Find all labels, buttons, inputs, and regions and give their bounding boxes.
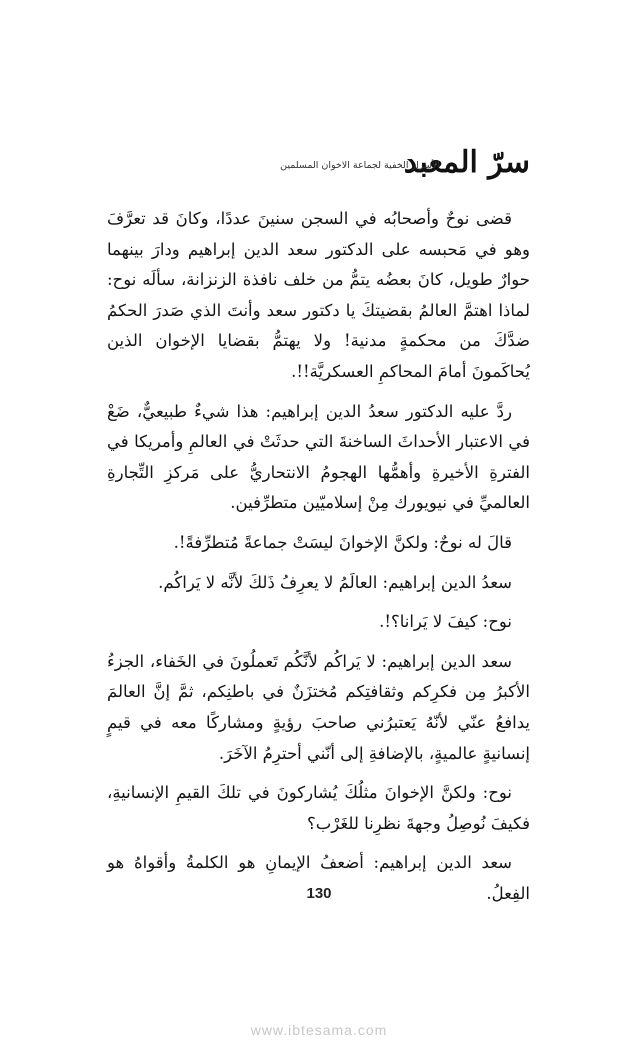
page-body [107, 204, 530, 909]
paragraph: سعد الدين إبراهيم: أضعفُ الإيمانِ هو الكلمةُ وأقواهُ هو الفِعلُ. [107, 853, 530, 903]
book-title-logo: سرّ المعبد [403, 145, 530, 180]
page-number: 130 [306, 885, 332, 902]
paragraph: سعدُ الدين إبراهيم: العالَمُ لا يعرِفُ ذَلكَ لأنَّه لا يَراكُم. [158, 572, 512, 592]
running-header [110, 146, 530, 186]
paragraph: سعد الدين إبراهيم: لا يَراكُم لأنَّكُم تَعملُونَ في الخَفاء، الجزءُ الأكبرُ مِن فكرِكم وثقافتِكم مُختزَنٌ في باطنِكم، ثمَّ إنَّ العالمَ يدافعُ عنّي لأنّهُ يَعتبرُني صاحبَ رؤيةٍ ومشاركًا معه في قيمٍ إنسانيةٍ عالميةٍ، بالإضافةِ إلى أنّني أحترِمُ الآخَرَ. [107, 651, 530, 763]
paragraph: ردَّ عليه الدكتور سعدُ الدين إبراهيم: هذا شيءٌ طبيعيٌّ، ضَعْ في الاعتبار الأحداثَ الساخنةَ التي حدثَتْ في العالمِ وأمريكا في الفترةِ الأخيرةِ وأهمُّها الهجومُ الانتحاريُّ على مَركزِ التِّجارةِ العالميِّ في نيويورك مِنْ إسلاميّين متطرِّفين. [107, 401, 530, 513]
paragraph: نوح: كيفَ لا يَرانا؟!. [379, 612, 512, 632]
paragraph: نوح: ولكنَّ الإخوانَ مثلُكَ يُشاركونَ في تلكَ القيمِ الإنسانيةِ، فكيفَ نُوصِلُ وجهةَ نظرِنا للغَرْب؟ [107, 783, 530, 833]
paragraph: قضى نوحٌ وأصحابُه في السجن سنينَ عددًا، وكانَ قد تعرَّفَ وهو في مَحبسه على الدكتور سعد الدين إبراهيم ودارَ بينهما حوارٌ طويل، كانَ بعضُه يتمُّ من خلف نافذة الزنزانة، سألَه نوح: لماذا اهتمَّ العالمُ بقضيتكَ يا دكتور سعد وأنتَ الذي صَدرَ الحكمُ ضدَّكَ من محكمةٍ مدنية! ولا يهتمُّ بقضايا الإخوان الذين يُحاكَمونَ أمامَ المحاكمِ العسكريَّة!!. [107, 209, 530, 381]
watermark-url: www.ibtesama.com [250, 1022, 388, 1038]
book-subtitle: الأسرار الخفية لجماعة الاخوان المسلمين [280, 160, 440, 171]
paragraph: قالَ له نوحٌ: ولكنَّ الإخوانَ ليسَتْ جماعةً مُتطرِّفةً!. [173, 532, 512, 552]
